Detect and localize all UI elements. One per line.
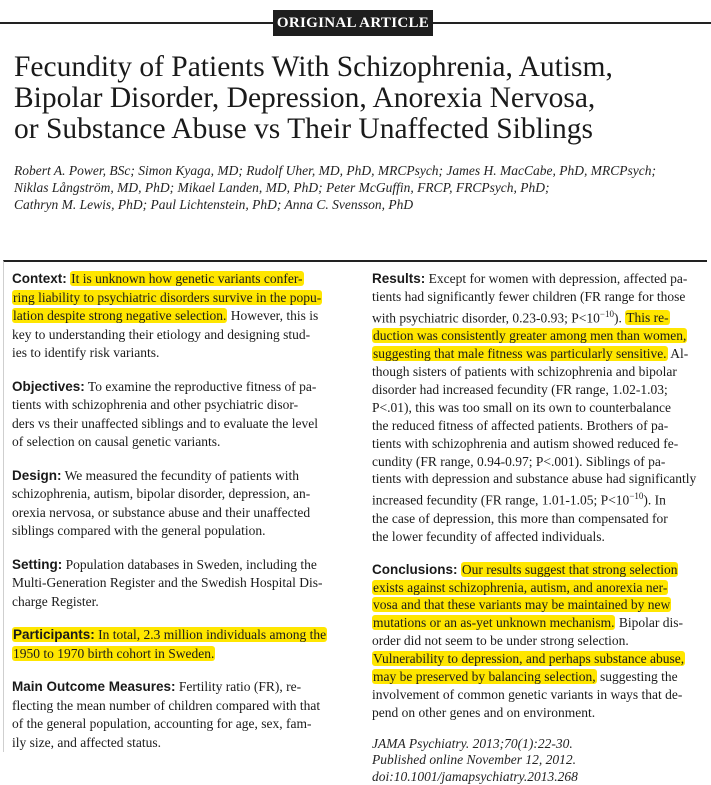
participants-section — [12, 626, 346, 663]
highlighted-text: duction was consistently greater among men than women, — [373, 328, 687, 344]
text-line: involvement of common genetic variants in ways that de- — [372, 686, 683, 702]
highlighted-text: 1950 to 1970 birth cohort in Sweden. — [13, 645, 215, 661]
section-label: Main Outcome Measures: — [12, 679, 176, 694]
text-span: Except for women with depression, affected pa- — [425, 271, 688, 286]
text-line: of the general population, accounting for age, sex, fam- — [12, 716, 312, 731]
highlighted-text: This re- — [626, 310, 669, 326]
superscript: −10 — [599, 308, 614, 319]
setting-section — [12, 556, 346, 612]
conclusions-section — [372, 561, 706, 722]
text-span: increased fecundity (FR range, 1.01-1.05; P<10 — [372, 492, 630, 508]
text-line: P<.01), this was too small on its own to counterbalance — [372, 399, 671, 415]
text-line: the reduced fitness of affected patients. Brothers of pa- — [372, 417, 669, 433]
objectives-section — [12, 378, 346, 452]
text-line: tients with schizophrenia and other psychiatric disor- — [12, 397, 299, 412]
section-label: Conclusions: — [372, 561, 458, 577]
section-label: Setting: — [12, 556, 63, 572]
text-line: charge Register. — [12, 593, 99, 609]
section-label: Results: — [372, 271, 426, 286]
text-span: Population databases in Sweden, including the — [62, 556, 317, 572]
text-span: ). In — [643, 492, 666, 508]
text-line: flecting the mean number of children compared with that — [12, 697, 321, 713]
highlighted-text: It is unknown how genetic variants confer- — [71, 271, 303, 286]
citation-journal: JAMA Psychiatry. 2013;70(1):22-30. — [372, 735, 573, 751]
text-span: Fertility ratio (FR), re- — [175, 679, 302, 694]
author-list — [14, 162, 704, 213]
highlighted-text: lation despite strong negative selection. — [13, 308, 227, 323]
text-span: Al- — [667, 346, 689, 362]
text-line: Multi-Generation Register and the Swedish Hospital Dis- — [12, 575, 323, 590]
highlighted-text: suggesting that male fitness was particularly sensitive. — [373, 346, 667, 362]
text-span: ). — [614, 310, 626, 326]
highlighted-text: mutations or an as-yet unknown mechanism. — [373, 615, 615, 631]
text-line: the case of depression, this more than compensated for — [372, 510, 668, 526]
highlighted-text: vosa and that these variants may be maintained by new — [373, 597, 671, 613]
highlighted-text: exists against schizophrenia, autism, and anorexia ner- — [373, 579, 668, 595]
highlighted-text: Vulnerability to depression, and perhaps substance abuse, — [373, 651, 685, 667]
text-span: with psychiatric disorder, 0.23-0.93; P<10 — [372, 310, 600, 326]
text-line: of selection on causal genetic variants. — [12, 434, 221, 449]
text-span: Bipolar dis- — [615, 615, 683, 631]
highlighted-text: Our results suggest that strong selection — [461, 561, 678, 577]
highlighted-text: In total, 2.3 million individuals among the — [94, 627, 327, 642]
text-line: though sisters of patients with schizophrenia and bipolar — [372, 364, 677, 380]
outcome-section — [12, 678, 346, 752]
text-line: disorder had increased fecundity (FR range, 1.02-1.03; — [372, 381, 668, 397]
text-span: We measured the fecundity of patients with — [61, 467, 299, 483]
citation-block — [372, 736, 706, 785]
text-line: orexia nervosa, or substance abuse and their unaffected — [12, 504, 311, 520]
text-line: ders vs their unaffected siblings and to evaluate the level — [12, 415, 319, 431]
text-line: tients with depression and substance abuse had significantly — [372, 471, 697, 487]
author-line: Niklas Långström, MD, PhD; Mikael Landen, MD, PhD; Peter McGuffin, FRCP, FRCPsych, PhD; — [14, 180, 550, 195]
title-line: or Substance Abuse vs Their Unaffected Siblings — [14, 113, 593, 145]
text-line: cundity (FR range, 0.94-0.97; P<.001). Siblings of pa- — [372, 453, 666, 469]
text-line: the lower fecundity of affected individuals. — [372, 528, 605, 544]
text-line: tients with schizophrenia and autism showed reduced fe- — [372, 435, 679, 451]
title-line: Fecundity of Patients With Schizophrenia, Autism, — [14, 51, 613, 83]
highlighted-text: may be preserved by balancing selection, — [373, 669, 596, 685]
text-line: schizophrenia, autism, bipolar disorder, depression, an- — [12, 486, 311, 501]
abstract-left-column — [12, 270, 346, 752]
title-line: Bipolar Disorder, Depression, Anorexia Nervosa, — [14, 82, 596, 114]
author-line: Cathryn M. Lewis, PhD; Paul Lichtenstein, PhD; Anna C. Svensson, PhD — [14, 197, 414, 212]
section-label: Context: — [12, 271, 67, 286]
section-label: Objectives: — [12, 378, 85, 394]
text-line: order did not seem to be under strong selection. — [372, 633, 629, 649]
article-title — [14, 52, 704, 145]
text-line: siblings compared with the general population. — [12, 523, 266, 538]
text-line: ily size, and affected status. — [12, 734, 161, 750]
text-span: suggesting the — [596, 669, 678, 685]
text-line: key to understanding their etiology and designing stud- — [12, 326, 311, 342]
section-label: Design: — [12, 467, 62, 483]
text-line: tients had significantly fewer children (FR range for those — [372, 288, 686, 304]
text-span: However, this is — [227, 308, 319, 323]
results-section — [372, 270, 706, 546]
highlighted-text: ring liability to psychiatric disorders survive in the popu- — [13, 289, 322, 305]
superscript: −10 — [629, 491, 644, 502]
text-line: pend on other genes and on environment. — [372, 704, 596, 720]
author-line: Robert A. Power, BSc; Simon Kyaga, MD; Rudolf Uher, MD, PhD, MRCPsych; James H. MacCabe, PhD, MRCPsych; — [14, 163, 656, 178]
text-span: To examine the reproductive fitness of pa- — [84, 378, 317, 394]
design-section — [12, 467, 346, 541]
context-section — [12, 270, 346, 363]
citation-published: Published online November 12, 2012. — [372, 752, 576, 768]
citation-doi[interactable]: doi:10.1001/jamapsychiatry.2013.268 — [372, 768, 578, 784]
abstract-right-column — [372, 270, 706, 785]
text-line: ies to identify risk variants. — [12, 345, 160, 360]
section-label: Participants: — [13, 627, 95, 642]
article-type-badge: ORIGINAL ARTICLE — [273, 10, 433, 36]
